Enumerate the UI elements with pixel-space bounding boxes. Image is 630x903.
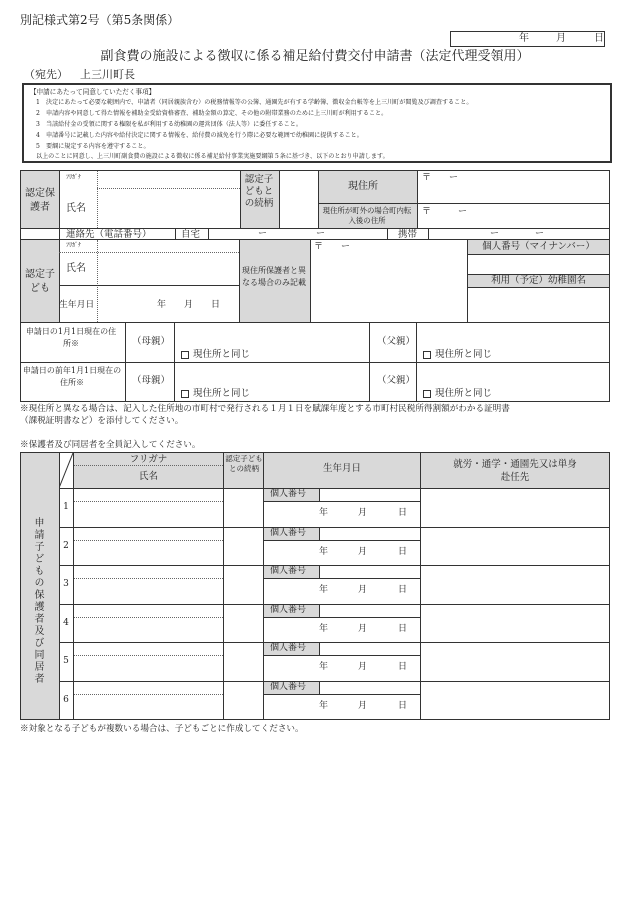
personal-no-label: 個人番号: [270, 643, 307, 653]
mother-label: （母親）: [132, 336, 171, 347]
divider: [264, 694, 420, 695]
divider: [387, 228, 388, 239]
dob-day: 日: [398, 585, 408, 595]
form-number: 別記様式第2号（第5条関係）: [20, 13, 180, 27]
divider: [428, 228, 429, 239]
relation-label: 認定子どもとの続柄: [244, 174, 274, 209]
dob-year: 年: [319, 508, 329, 518]
dob-month: 月: [358, 662, 368, 672]
dob-day: 日: [398, 662, 408, 672]
dob-year: 年: [319, 700, 329, 711]
household-side-label: 申請子どもの保護者及び同居者: [32, 517, 43, 685]
row-number: 6: [63, 694, 69, 705]
divider: [59, 488, 609, 489]
jan1-label: 申請日の1月1日現在の住所※: [25, 327, 117, 348]
divider: [175, 228, 176, 239]
guardian-furigana: ﾌﾘｶﾞﾅ: [66, 174, 82, 181]
same-mother-1[interactable]: 現住所と同じ: [181, 350, 250, 360]
home-dash-2: ー: [316, 229, 326, 239]
row-divider: [59, 604, 609, 605]
child-postal: 〒 ー: [314, 242, 351, 252]
dotted-line: [74, 617, 223, 618]
mobile-label: 携帯: [398, 229, 418, 240]
col-furigana: フリガナ: [129, 454, 168, 465]
same-mother-2[interactable]: 現住所と同じ: [181, 389, 250, 399]
divider: [319, 642, 320, 655]
child-label: 認定子ども: [25, 269, 55, 294]
divider: [223, 453, 224, 719]
postal-2: 〒 ー: [422, 207, 468, 217]
consent-item: 4 申請番号に記載した内容や給付決定に関する情報を、給付費の減免を行う際に必要な範囲で幼稚園に提供すること。: [36, 132, 363, 139]
row-number: 1: [63, 502, 69, 512]
dob-month: 月: [358, 700, 368, 711]
household-intro: ※保護者及び同居者を全員記入してください。: [20, 440, 201, 450]
personal-no-label: 個人番号: [270, 604, 307, 615]
dotted-line: [74, 655, 223, 656]
col-relation: 認定子どもとの続柄: [225, 454, 263, 473]
divider: [264, 655, 420, 656]
dotted-line: [59, 252, 239, 253]
prev-jan1-label: 申請日の前年1月1日現在の住所※: [22, 366, 122, 387]
divider: [264, 617, 420, 618]
row-divider: [59, 681, 609, 682]
dotted-line: [74, 465, 223, 466]
row-divider: [59, 642, 609, 643]
dob-day: 日: [398, 508, 408, 518]
child-dob-value: 年 月 日: [157, 300, 221, 310]
dotted-line: [97, 188, 240, 189]
home-label: 自宅: [181, 229, 201, 240]
divider: [468, 287, 609, 288]
row-number: 2: [63, 540, 69, 551]
same-father-1[interactable]: 現住所と同じ: [423, 350, 492, 360]
dob-year: 年: [319, 623, 329, 634]
divider: [21, 362, 609, 363]
page-title: 副食費の施設による徴収に係る補足給付費交付申請書（法定代理受領用）: [100, 49, 530, 64]
consent-heading: 【申請にあたって同意していただく事項】: [30, 88, 156, 96]
date-month: 月: [556, 33, 566, 44]
my-number-label: 個人番号（マイナンバー）: [482, 241, 595, 252]
child-address-note: 現住所保護者と異なる場合のみ記載: [242, 266, 306, 287]
dotted-line: [97, 171, 98, 228]
dob-day: 日: [398, 546, 408, 557]
same-father-2[interactable]: 現住所と同じ: [423, 389, 492, 399]
date-year: 年: [519, 33, 529, 44]
address-label: 現住所: [348, 181, 378, 192]
guardian-label: 認定保護者: [25, 188, 55, 213]
dob-month: 月: [358, 585, 368, 595]
row-number: 5: [63, 656, 69, 666]
personal-no-label: 個人番号: [270, 527, 307, 538]
kindergarten-label: 利用（予定）幼稚園名: [490, 275, 586, 286]
consent-closing: 以上のことに同意し、上三川町副食費の施設による徴収に係る補足給付事業実施要綱第５条に基づき、以下のとおり申請します。: [36, 153, 389, 160]
consent-item: 5 要綱に規定する内容を遵守すること。: [36, 143, 150, 150]
row-number: 3: [63, 579, 69, 589]
dob-day: 日: [398, 623, 408, 634]
residence-note-1: ※現住所と異なる場合は、記入した住所地の市町村で発行される１月１日を賦課年度とする市町村民税所得割額がわかる証明書: [20, 404, 510, 414]
diagonal-header: [59, 453, 73, 488]
dob-year: 年: [319, 585, 329, 595]
personal-no-label: 個人番号: [270, 566, 307, 576]
divider: [319, 527, 320, 540]
divider: [420, 453, 421, 719]
contact-label: 連絡先（電話番号）: [66, 229, 152, 240]
residence-note-2: （課税証明書など）を添付してください。: [20, 416, 184, 426]
child-dob-label: 生年月日: [59, 300, 95, 310]
home-dash-1: ー: [258, 229, 268, 239]
col-work: 就労・通学・通園先又は単身赴任先: [453, 459, 577, 483]
divider: [319, 488, 320, 501]
dob-month: 月: [358, 623, 368, 634]
divider: [468, 254, 609, 255]
child-name-label: 氏名: [66, 263, 86, 274]
guardian-name-label: 氏名: [66, 203, 86, 214]
mobile-dash: ー ー: [490, 229, 545, 239]
row-divider: [59, 527, 609, 528]
dotted-line: [74, 540, 223, 541]
consent-item: 1 決定にあたって必要な範囲内で、申請者（同居親族含む）の税務情報等の公簿、通園先が有する学齢簿、徴収金台帳等を上三川町が閲覧及び調査すること。: [36, 99, 473, 106]
col-name: 氏名: [138, 471, 158, 482]
divider: [264, 540, 420, 541]
date-day: 日: [594, 33, 604, 44]
divider: [319, 565, 320, 578]
moving-address-label: 現住所が町外の場合町内転入後の住所: [322, 206, 412, 225]
postal-1: 〒 ー: [422, 173, 459, 183]
personal-no-label: 個人番号: [270, 489, 307, 499]
child-furigana: ﾌﾘｶﾞﾅ: [66, 242, 82, 249]
dob-day: 日: [398, 700, 408, 711]
dotted-line: [97, 240, 98, 322]
dotted-line: [74, 501, 223, 502]
personal-no-label: 個人番号: [270, 681, 307, 692]
father-label: （父親）: [377, 375, 416, 386]
row-divider: [59, 565, 609, 566]
dob-month: 月: [358, 546, 368, 557]
footer-note: ※対象となる子どもが複数いる場合は、子どもごとに作成してください。: [20, 724, 304, 734]
divider: [264, 501, 420, 502]
divider: [264, 578, 420, 579]
divider: [319, 681, 320, 694]
divider: [73, 453, 74, 719]
dob-month: 月: [358, 508, 368, 518]
consent-item: 3 当該給付金の受領に関する権限を私が利用する幼稚園の運営団体（法人等）に委任すること。: [36, 121, 302, 128]
divider: [21, 322, 609, 323]
consent-item: 2 申請内容や同意して得た情報を補助金受給資格審査、補助金額の算定、その他の附帯業務のために上三川町が利用すること。: [36, 110, 388, 117]
dob-year: 年: [319, 546, 329, 557]
row-number: 4: [63, 617, 69, 628]
dotted-line: [74, 578, 223, 579]
divider: [59, 285, 239, 286]
addressee-label: （宛先）: [24, 68, 68, 81]
mother-label: （母親）: [132, 375, 171, 386]
father-label: （父親）: [377, 336, 416, 347]
divider: [208, 228, 209, 239]
dotted-line: [74, 694, 223, 695]
divider: [319, 604, 320, 617]
dob-year: 年: [319, 662, 329, 672]
col-dob: 生年月日: [322, 463, 361, 474]
addressee: 上三川町長: [80, 68, 135, 81]
